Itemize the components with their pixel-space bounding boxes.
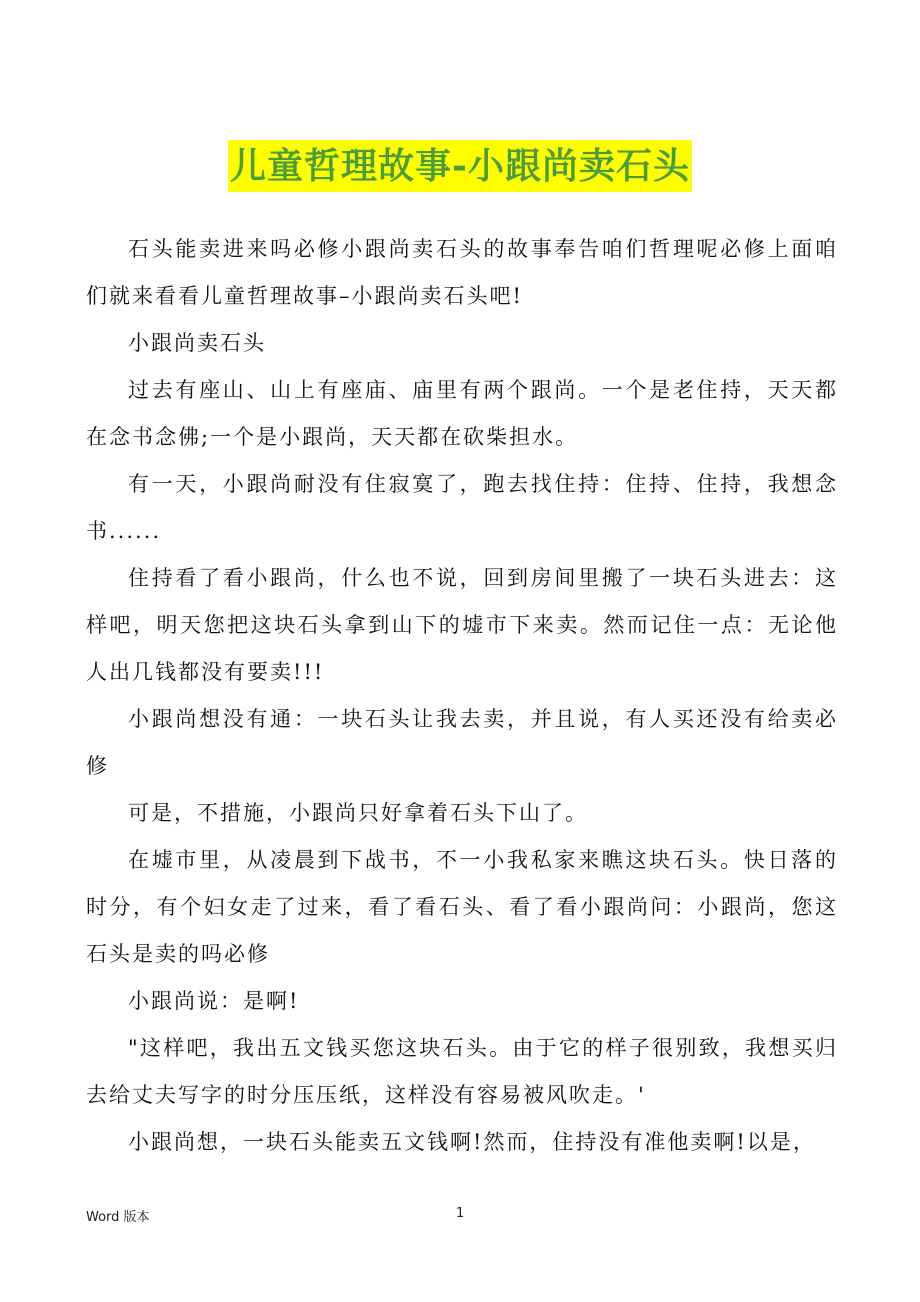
- paragraph: 小跟尚说：是啊!: [128, 989, 300, 1013]
- paragraph: 小跟尚想没有通：一块石头让我去卖，并且说，有人买还没有给卖必修: [86, 707, 838, 778]
- document-title: 儿童哲理故事-小跟尚卖石头: [228, 140, 692, 192]
- document-body: [86, 226, 838, 1166]
- paragraph: 过去有座山、山上有座庙、庙里有两个跟尚。一个是老住持，天天都在念书念佛;一个是小跟尚，天天都在砍柴担水。: [86, 378, 838, 449]
- paragraph-intro: 石头能卖进来吗必修小跟尚卖石头的故事奉告咱们哲理呢必修上面咱们就来看看儿童哲理故事–小跟尚卖石头吧!: [86, 237, 838, 308]
- paragraph: 小跟尚想，一块石头能卖五文钱啊!然而，住持没有准他卖啊!以是，: [128, 1130, 816, 1154]
- page-footer: [86, 1206, 838, 1228]
- paragraph: 住持看了看小跟尚，什么也不说，回到房间里搬了一块石头进去：这样吧，明天您把这块石头拿到山下的墟市下来卖。然而记住一点：无论他人出几钱都没有要卖!!!: [86, 566, 838, 684]
- paragraph: "这样吧，我出五文钱买您这块石头。由于它的样子很别致，我想买归去给丈夫写字的时分压压纸，这样没有容易被风吹走。': [86, 1036, 838, 1107]
- paragraph-subtitle: 小跟尚卖石头: [128, 331, 266, 355]
- footer-label: Word 版本: [86, 1210, 150, 1225]
- paragraph: 有一天，小跟尚耐没有住寂寞了，跑去找住持：住持、住持，我想念书......: [86, 472, 838, 543]
- paragraph: 可是，不措施，小跟尚只好拿着石头下山了。: [128, 801, 588, 825]
- title-container: [0, 140, 920, 192]
- page-number: 1: [456, 1206, 465, 1221]
- paragraph: 在墟市里，从凌晨到下战书，不一小我私家来瞧这块石头。快日落的时分，有个妇女走了过来，看了看石头、看了看小跟尚问：小跟尚，您这石头是卖的吗必修: [86, 848, 838, 966]
